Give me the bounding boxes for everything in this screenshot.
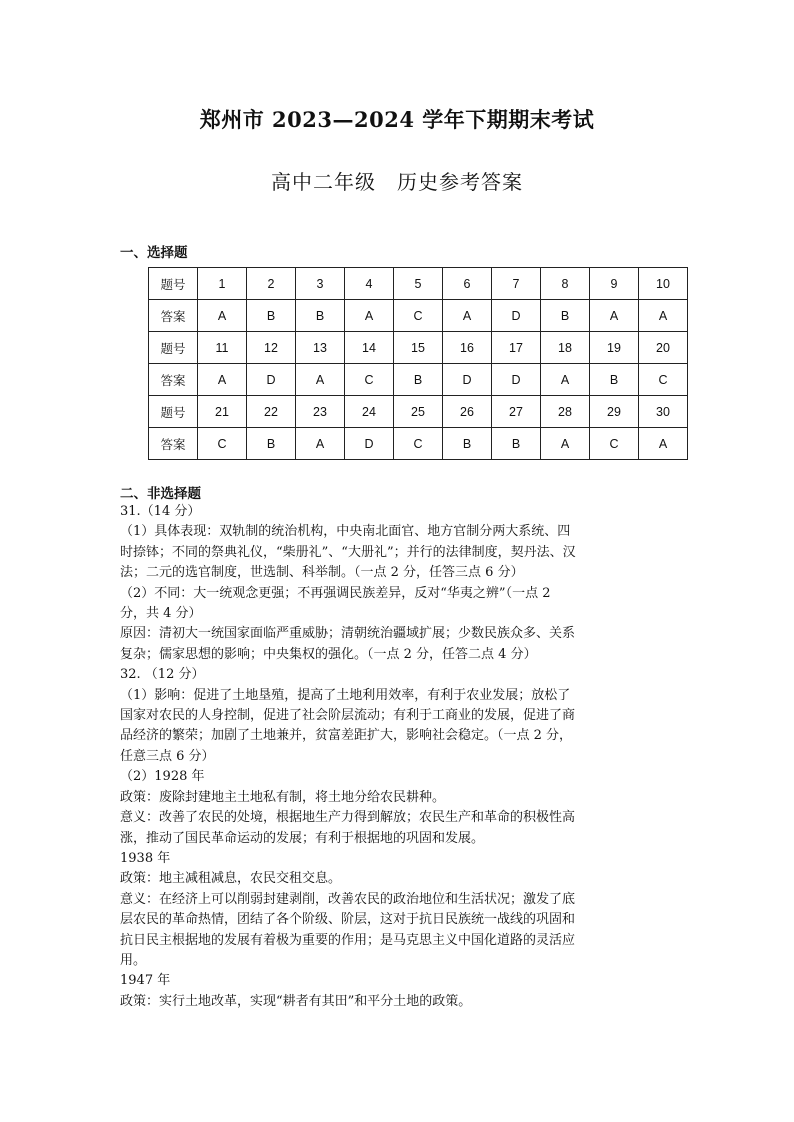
question-number-cell: 18 [541, 332, 590, 364]
section-non-choice-heading: 二、非选择题 [120, 486, 201, 502]
answer-cell: D [492, 364, 541, 396]
question-number-row [149, 332, 688, 364]
answer-cell: B [443, 428, 492, 460]
question-number-cell: 1 [198, 268, 247, 300]
question-number-cell: 24 [345, 396, 394, 428]
question-number-cell: 25 [394, 396, 443, 428]
answer-cell: B [590, 364, 639, 396]
answer-text-body [120, 502, 680, 1012]
text-line: 分，共 4 分） [120, 606, 202, 622]
question-number-cell: 10 [639, 268, 688, 300]
question-number-cell: 27 [492, 396, 541, 428]
answer-cell: C [590, 428, 639, 460]
question-number-cell: 28 [541, 396, 590, 428]
text-line: 国家对农民的人身控制，促进了社会阶层流动；有利于工商业的发展，促进了商 [120, 708, 576, 724]
question-number-cell: 30 [639, 396, 688, 428]
answer-cell: A [541, 428, 590, 460]
answer-cell: A [541, 364, 590, 396]
text-line: 1938 年 [120, 850, 171, 866]
text-line: 意义：在经济上可以削弱封建剥削，改善农民的政治地位和生活状况；激发了底 [120, 891, 576, 907]
text-line: （1）具体表现：双轨制的统治机构，中央南北面官、地方官制分两大系统、四 [120, 524, 571, 540]
question-number-cell: 21 [198, 396, 247, 428]
row-label: 题号 [149, 396, 198, 428]
text-line: 意义：改善了农民的处境，根据地生产力得到解放；农民生产和革命的积极性高 [120, 810, 576, 826]
answer-cell: C [345, 364, 394, 396]
text-line: 抗日民主根据地的发展有着极为重要的作用；是马克思主义中国化道路的灵活应 [120, 932, 576, 948]
answer-cell: B [247, 428, 296, 460]
text-line: 政策：实行土地改革，实现“耕者有其田”和平分土地的政策。 [120, 993, 472, 1009]
question-number-cell: 15 [394, 332, 443, 364]
text-line: 时捺钵；不同的祭典礼仪，“柴册礼”、“大册礼”；并行的法律制度，契丹法、汉 [120, 544, 576, 560]
question-number-cell: 4 [345, 268, 394, 300]
text-line: 法；二元的选官制度，世选制、科举制。（一点 2 分，任答三点 6 分） [120, 565, 524, 581]
answer-row [149, 364, 688, 396]
question-number-cell: 11 [198, 332, 247, 364]
answer-cell: A [198, 300, 247, 332]
row-label: 题号 [149, 332, 198, 364]
row-label: 题号 [149, 268, 198, 300]
answer-row [149, 428, 688, 460]
question-number-cell: 14 [345, 332, 394, 364]
text-line: （2）不同：大一统观念更强；不再强调民族差异，反对“华夷之辨”（一点 2 [120, 585, 551, 601]
text-line: 1947 年 [120, 973, 171, 989]
answer-cell: A [198, 364, 247, 396]
answer-table [148, 267, 688, 460]
answer-cell: A [590, 300, 639, 332]
text-line: 用。 [120, 952, 147, 968]
question-number-cell: 19 [590, 332, 639, 364]
text-line: （2）1928 年 [120, 769, 205, 785]
question-number-row [149, 396, 688, 428]
answer-cell: D [492, 300, 541, 332]
document-subtitle: 高中二年级 历史参考答案 [271, 170, 523, 194]
question-number-cell: 20 [639, 332, 688, 364]
question-number-cell: 8 [541, 268, 590, 300]
question-number-cell: 23 [296, 396, 345, 428]
answer-cell: B [394, 364, 443, 396]
answer-cell: A [639, 300, 688, 332]
answer-row [149, 300, 688, 332]
text-line: （1）影响：促进了土地垦殖，提高了土地利用效率，有利于农业发展；放松了 [120, 687, 571, 703]
text-line: 32. （12 分） [120, 667, 205, 683]
question-number-cell: 17 [492, 332, 541, 364]
answer-cell: A [345, 300, 394, 332]
answer-cell: C [198, 428, 247, 460]
question-number-cell: 2 [247, 268, 296, 300]
text-line: 31.（14 分） [120, 504, 201, 519]
row-label: 答案 [149, 364, 198, 396]
text-line: 政策：废除封建地主土地私有制，将土地分给农民耕种。 [120, 789, 446, 805]
question-number-cell: 7 [492, 268, 541, 300]
answer-cell: B [296, 300, 345, 332]
row-label: 答案 [149, 428, 198, 460]
question-number-cell: 3 [296, 268, 345, 300]
question-number-cell: 9 [590, 268, 639, 300]
question-number-cell: 26 [443, 396, 492, 428]
answer-cell: C [394, 428, 443, 460]
text-line: 涨，推动了国民革命运动的发展；有利于根据地的巩固和发展。 [120, 830, 485, 846]
answer-cell: B [541, 300, 590, 332]
answer-cell: A [296, 428, 345, 460]
answer-cell: A [639, 428, 688, 460]
question-number-cell: 6 [443, 268, 492, 300]
question-number-cell: 29 [590, 396, 639, 428]
text-line: 品经济的繁荣；加剧了土地兼并，贫富差距扩大，影响社会稳定。（一点 2 分， [120, 728, 573, 744]
answer-cell: A [296, 364, 345, 396]
answer-cell: A [443, 300, 492, 332]
answer-cell: B [247, 300, 296, 332]
answer-cell: D [345, 428, 394, 460]
text-line: 复杂；儒家思想的影响；中央集权的强化。（一点 2 分，任答二点 4 分） [120, 646, 537, 662]
text-line: 任意三点 6 分） [120, 748, 215, 764]
answer-cell: D [443, 364, 492, 396]
question-number-cell: 12 [247, 332, 296, 364]
text-line: 政策：地主减租减息，农民交租交息。 [120, 871, 342, 887]
answer-cell: D [247, 364, 296, 396]
question-number-cell: 22 [247, 396, 296, 428]
question-number-cell: 5 [394, 268, 443, 300]
section-multiple-choice-heading: 一、选择题 [120, 245, 188, 261]
document-title: 郑州市 2023—2024 学年下期期末考试 [199, 107, 595, 132]
question-number-cell: 13 [296, 332, 345, 364]
row-label: 答案 [149, 300, 198, 332]
question-number-row [149, 268, 688, 300]
text-line: 层农民的革命热情，团结了各个阶级、阶层，这对于抗日民族统一战线的巩固和 [120, 912, 576, 928]
answer-cell: C [394, 300, 443, 332]
text-line: 原因：清初大一统国家面临严重威胁；清朝统治疆域扩展；少数民族众多、关系 [120, 626, 576, 642]
answer-cell: B [492, 428, 541, 460]
answer-cell: C [639, 364, 688, 396]
question-number-cell: 16 [443, 332, 492, 364]
